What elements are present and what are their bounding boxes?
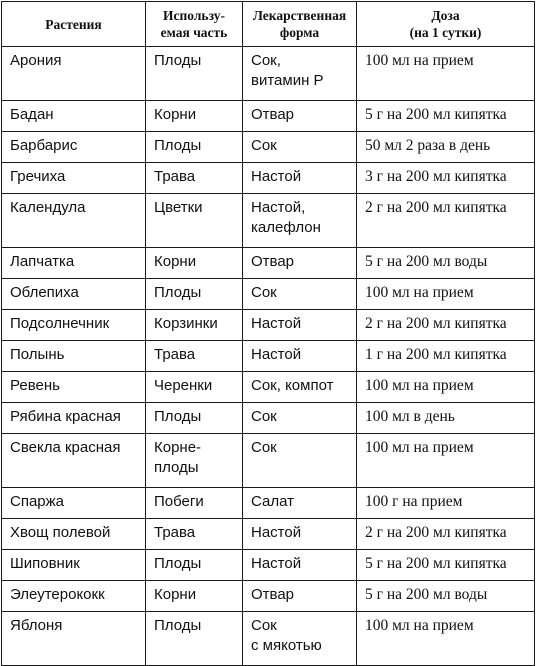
cell-form: Настой [243, 310, 357, 341]
cell-part: Корни [146, 248, 243, 279]
cell-form: Сок [243, 434, 357, 488]
cell-plant: Ревень [2, 372, 146, 403]
cell-dose: 100 мл на прием [357, 434, 535, 488]
cell-form: Настой [243, 519, 357, 550]
cell-dose: 100 мл на прием [357, 612, 535, 666]
cell-form: Отвар [243, 101, 357, 132]
cell-form: Настой [243, 341, 357, 372]
cell-form: Сок [243, 132, 357, 163]
cell-form: Отвар [243, 248, 357, 279]
table-row [2, 132, 535, 163]
cell-plant: Элеутерококк [2, 581, 146, 612]
plants-table [1, 1, 535, 666]
cell-part: Побеги [146, 488, 243, 519]
header-dose: Доза (на 1 сутки) [357, 2, 535, 47]
header-plants: Растения [2, 2, 146, 47]
table-row [2, 403, 535, 434]
cell-part: Корне- плоды [146, 434, 243, 488]
table-body [2, 47, 535, 666]
cell-plant: Лапчатка [2, 248, 146, 279]
table-row [2, 163, 535, 194]
cell-form: Сок [243, 279, 357, 310]
header-row [2, 2, 535, 47]
table-row [2, 341, 535, 372]
cell-plant: Спаржа [2, 488, 146, 519]
cell-form: Настой [243, 163, 357, 194]
table-row [2, 612, 535, 666]
cell-dose: 5 г на 200 мл кипятка [357, 550, 535, 581]
cell-part: Плоды [146, 403, 243, 434]
table-row [2, 550, 535, 581]
cell-part: Трава [146, 341, 243, 372]
cell-part: Черенки [146, 372, 243, 403]
cell-plant: Барбарис [2, 132, 146, 163]
table-row [2, 434, 535, 488]
cell-plant: Гречиха [2, 163, 146, 194]
cell-part: Плоды [146, 279, 243, 310]
cell-form: Сок, витамин Р [243, 47, 357, 101]
cell-plant: Полынь [2, 341, 146, 372]
table-row [2, 519, 535, 550]
cell-dose: 2 г на 200 мл кипятка [357, 519, 535, 550]
cell-form: Настой, калефлон [243, 194, 357, 248]
cell-plant: Яблоня [2, 612, 146, 666]
cell-part: Плоды [146, 47, 243, 101]
cell-plant: Шиповник [2, 550, 146, 581]
table-row [2, 248, 535, 279]
cell-plant: Хвощ полевой [2, 519, 146, 550]
cell-part: Плоды [146, 612, 243, 666]
cell-dose: 3 г на 200 мл кипятка [357, 163, 535, 194]
cell-dose: 100 г на прием [357, 488, 535, 519]
table-row [2, 47, 535, 101]
cell-dose: 5 г на 200 мл воды [357, 248, 535, 279]
cell-part: Трава [146, 163, 243, 194]
cell-part: Плоды [146, 132, 243, 163]
cell-plant: Подсолнечник [2, 310, 146, 341]
cell-dose: 100 мл на прием [357, 279, 535, 310]
cell-form: Настой [243, 550, 357, 581]
cell-plant: Арония [2, 47, 146, 101]
cell-dose: 100 мл в день [357, 403, 535, 434]
table-row [2, 488, 535, 519]
table-header [2, 2, 535, 47]
table-row [2, 310, 535, 341]
cell-part: Корзинки [146, 310, 243, 341]
cell-dose: 50 мл 2 раза в день [357, 132, 535, 163]
cell-form: Сок [243, 403, 357, 434]
table-row [2, 372, 535, 403]
table-row [2, 581, 535, 612]
cell-part: Корни [146, 581, 243, 612]
cell-plant: Свекла красная [2, 434, 146, 488]
cell-dose: 1 г на 200 мл кипятка [357, 341, 535, 372]
cell-dose: 2 г на 200 мл кипятка [357, 310, 535, 341]
cell-plant: Бадан [2, 101, 146, 132]
table-row [2, 194, 535, 248]
cell-dose: 100 мл на прием [357, 47, 535, 101]
cell-form: Салат [243, 488, 357, 519]
cell-form: Сок с мякотью [243, 612, 357, 666]
cell-part: Корни [146, 101, 243, 132]
cell-dose: 5 г на 200 мл кипятка [357, 101, 535, 132]
cell-form: Сок, компот [243, 372, 357, 403]
cell-plant: Рябина красная [2, 403, 146, 434]
cell-dose: 2 г на 200 мл кипятка [357, 194, 535, 248]
cell-plant: Облепиха [2, 279, 146, 310]
cell-dose: 100 мл на прием [357, 372, 535, 403]
header-form: Лекарственная форма [243, 2, 357, 47]
cell-part: Трава [146, 519, 243, 550]
cell-plant: Календула [2, 194, 146, 248]
cell-dose: 5 г на 200 мл воды [357, 581, 535, 612]
table-row [2, 279, 535, 310]
header-part: Использу- емая часть [146, 2, 243, 47]
cell-form: Отвар [243, 581, 357, 612]
table-row [2, 101, 535, 132]
cell-part: Плоды [146, 550, 243, 581]
cell-part: Цветки [146, 194, 243, 248]
